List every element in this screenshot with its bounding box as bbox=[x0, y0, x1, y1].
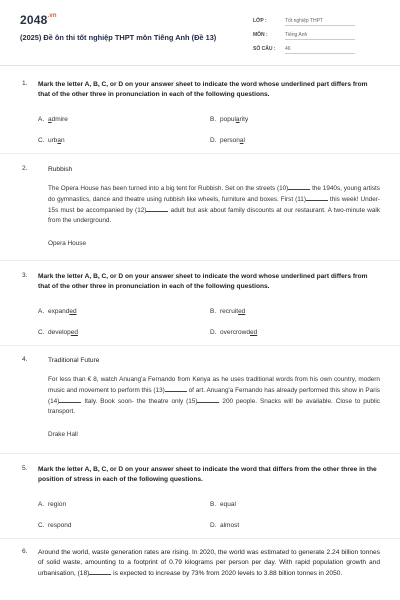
passage-text: For less than € 8, watch Anuang'a Fernando from Kenya as he uses traditional words from his own country, modern music and movement to perform this (13) of art. Anuang'a Fernando has already performed this show in Paris (14) Italy. Book soon- the theatre only (15) 200 people. Snacks will be available. Close to public transport. bbox=[48, 376, 380, 415]
meta-count-label: SỐ CÂU : bbox=[253, 46, 276, 52]
option-b[interactable]: B. recruited bbox=[210, 308, 246, 315]
question-divider bbox=[0, 345, 400, 346]
question-number: 1. bbox=[22, 80, 28, 87]
option-c[interactable]: C. developed bbox=[38, 329, 79, 336]
passage-text: The Opera House has been turned into a big tent for Rubbish. Set on the streets (10) the 1940s, young artists do gymnastics, dance and theatre using rubbish like wheels, furniture and boxes. First (11) this week! Under-15s must be accompanied by (12) adult but ask about family discounts at our restaurant. A two-minute walk from the underground. bbox=[48, 185, 381, 224]
question-divider bbox=[0, 453, 400, 454]
meta-class-value: Tốt nghiệp THPT bbox=[285, 18, 355, 26]
option-c[interactable]: C. urban bbox=[38, 137, 65, 144]
question-text: Mark the letter A, B, C, or D on your answer sheet to indicate the word that differs from the other three in the position of stress in each of the following questions. bbox=[38, 466, 377, 483]
page-title: (2025) Đề ôn thi tốt nghiệp THPT môn Tiếng Anh (Đề 13) bbox=[20, 33, 217, 42]
meta-count-value: 46 bbox=[285, 46, 355, 54]
passage-source: Opera House bbox=[48, 240, 87, 247]
blank-12[interactable] bbox=[146, 205, 168, 212]
blank-10[interactable] bbox=[288, 183, 310, 190]
blank-13[interactable] bbox=[165, 385, 187, 392]
logo-suffix: .vn bbox=[47, 13, 57, 19]
question-number: 2. bbox=[22, 165, 28, 172]
question-number: 6. bbox=[22, 548, 28, 555]
option-a[interactable]: A. region bbox=[38, 501, 67, 508]
option-c[interactable]: C. respond bbox=[38, 522, 72, 529]
option-d[interactable]: D. overcrowded bbox=[210, 329, 258, 336]
meta-count bbox=[253, 46, 355, 54]
passage-title: Rubbish bbox=[48, 166, 73, 173]
option-d[interactable]: D. personal bbox=[210, 137, 245, 144]
blank-18[interactable] bbox=[89, 568, 111, 575]
option-a[interactable]: A. admire bbox=[38, 116, 68, 123]
question-text: Mark the letter A, B, C, or D on your answer sheet to indicate the word whose underlined part differs from that of the other three in pronunciation in each of the following questions. bbox=[38, 81, 368, 98]
header-divider bbox=[0, 65, 400, 66]
meta-subject bbox=[253, 32, 355, 40]
site-logo[interactable] bbox=[20, 13, 57, 27]
meta-subject-value: Tiếng Anh bbox=[285, 32, 355, 40]
question-text: Around the world, waste generation rates are rising. In 2020, the world was estimated to generate 2.24 billion tonnes of solid waste, amounting to a footprint of 0.79 kilograms per person per day. With rapid population growth and urbanisation, (18) is expected to increase by 73% from 2020 levels to 3.88 billion tonnes in 2050. bbox=[38, 549, 380, 577]
option-b[interactable]: B. popularity bbox=[210, 116, 249, 123]
meta-subject-label: MÔN : bbox=[253, 32, 268, 38]
meta-class-label: LỚP : bbox=[253, 18, 267, 24]
option-b[interactable]: B. equal bbox=[210, 501, 236, 508]
blank-15[interactable] bbox=[197, 396, 219, 403]
question-divider bbox=[0, 153, 400, 154]
page-header bbox=[0, 0, 400, 64]
option-d[interactable]: D. almost bbox=[210, 522, 240, 529]
question-divider bbox=[0, 260, 400, 261]
question-text: Mark the letter A, B, C, or D on your answer sheet to indicate the word whose underlined part differs from that of the other three in pronunciation in each of the following questions. bbox=[38, 273, 368, 290]
option-a[interactable]: A. expanded bbox=[38, 308, 77, 315]
question-divider bbox=[0, 538, 400, 539]
question-number: 5. bbox=[22, 465, 28, 472]
passage-source: Drake Hall bbox=[48, 431, 78, 438]
question-number: 4. bbox=[22, 356, 28, 363]
meta-class bbox=[253, 18, 355, 26]
passage-title: Traditional Future bbox=[48, 357, 100, 364]
logo-text: 2048 bbox=[20, 13, 48, 27]
blank-14[interactable] bbox=[59, 396, 81, 403]
question-number: 3. bbox=[22, 272, 28, 279]
blank-11[interactable] bbox=[306, 194, 328, 201]
